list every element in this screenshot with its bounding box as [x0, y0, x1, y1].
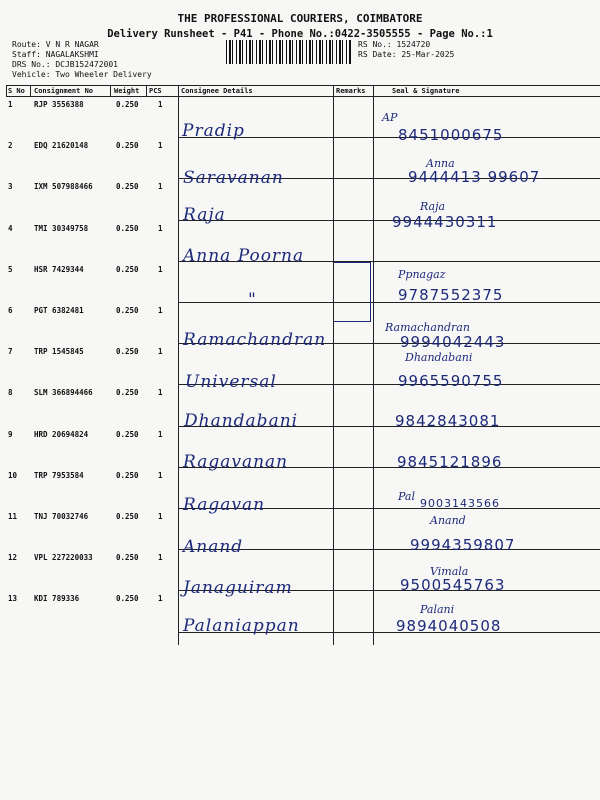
row-pcs: 1: [158, 388, 163, 398]
handwritten-consignee-name: Saravanan: [183, 168, 284, 188]
row-weight: 0.250: [116, 347, 139, 357]
row-pcs: 1: [158, 553, 163, 563]
col-header-consignee: Consignee Details: [181, 87, 253, 95]
handwritten-phone-number: 9965590755: [398, 372, 504, 390]
handwritten-signature: Anna: [426, 157, 455, 170]
row-sno: 5: [8, 264, 13, 274]
row-consignment-no: IXM 507988466: [34, 182, 93, 192]
handwritten-signature: Raja: [420, 200, 446, 213]
handwritten-phone-number: 9994359807: [410, 536, 516, 554]
row-weight: 0.250: [116, 470, 139, 480]
handwritten-signature: Ppnagaz: [398, 268, 446, 281]
handwritten-phone-number: 9994042443: [400, 333, 506, 351]
row-consignment-no: TRP 7953584: [34, 470, 84, 480]
row-pcs: 1: [158, 100, 163, 109]
row-writing-line: [178, 220, 600, 221]
row-weight: 0.250: [116, 512, 139, 521]
row-weight: 0.250: [116, 429, 139, 439]
row-weight: 0.250: [116, 223, 139, 233]
vehicle-label: Vehicle: Two Wheeler Delivery: [12, 70, 152, 79]
col-header-weight: Weight: [114, 87, 140, 95]
row-writing-line: [178, 302, 600, 303]
handwritten-consignee-name: Dhandabani: [184, 411, 299, 431]
row-pcs: 1: [158, 306, 163, 315]
row-sno: 9: [8, 429, 13, 439]
handwritten-phone-number: 9894040508: [396, 617, 502, 635]
handwritten-phone-number: 9444413 99607: [408, 168, 541, 186]
row-consignment-no: EDQ 21620148: [34, 141, 89, 151]
row-pcs: 1: [158, 347, 163, 357]
row-consignment-no: TNJ 70032746: [34, 512, 89, 521]
route-label: Route: V N R NAGAR: [12, 40, 99, 49]
barcode-image: [226, 40, 352, 64]
col-header-sno: S No: [8, 87, 25, 95]
row-weight: 0.250: [116, 594, 139, 604]
row-consignment-no: TRP 1545845: [34, 347, 84, 357]
handwritten-signature: Pal: [398, 490, 415, 503]
row-sno: 4: [8, 223, 13, 233]
row-consignment-no: TMI 30349758: [34, 223, 89, 233]
col-divider: [178, 85, 179, 645]
row-pcs: 1: [158, 264, 163, 274]
row-pcs: 1: [158, 594, 163, 604]
handwritten-consignee-name: Palaniappan: [183, 616, 300, 636]
handwritten-phone-number: 9842843081: [395, 412, 501, 430]
table-top-border: [6, 85, 600, 86]
handwritten-consignee-name: ": [248, 290, 257, 310]
row-sno: 2: [8, 141, 13, 151]
handwritten-consignee-name: Ragavanan: [183, 452, 289, 472]
handwritten-phone-number: 9845121896: [397, 453, 503, 471]
row-consignment-no: SLM 366894466: [34, 388, 93, 398]
handwritten-consignee-name: Pradip: [182, 121, 245, 141]
row-sno: 7: [8, 347, 13, 357]
row-pcs: 1: [158, 182, 163, 192]
handwritten-phone-number: 9944430311: [392, 213, 498, 231]
rs-date: RS Date: 25-Mar-2025: [358, 50, 455, 59]
row-pcs: 1: [158, 429, 163, 439]
row-sno: 10: [8, 470, 18, 480]
row-consignment-no: HSR 7429344: [34, 264, 84, 274]
handwritten-signature: AP: [382, 111, 398, 124]
staff-label: Staff: NAGALAKSHMI: [12, 50, 99, 59]
row-sno: 13: [8, 594, 18, 604]
handwritten-consignee-name: Ragavan: [183, 495, 266, 515]
handwritten-consignee-name: Raja: [183, 205, 226, 225]
row-sno: 6: [8, 306, 13, 315]
handwritten-consignee-name: Universal: [185, 372, 277, 392]
runsheet-subtitle: Delivery Runsheet - P41 - Phone No.:0422-3505555 - Page No.:1: [107, 28, 493, 40]
row-weight: 0.250: [116, 553, 139, 563]
col-header-remarks: Remarks: [336, 87, 366, 95]
handwritten-signature: Vimala: [430, 565, 469, 578]
handwritten-phone-number: 9500545763: [400, 576, 506, 594]
handwritten-consignee-name: Anand: [183, 537, 244, 557]
row-weight: 0.250: [116, 141, 139, 151]
row-pcs: 1: [158, 512, 163, 521]
row-sno: 3: [8, 182, 13, 192]
header-bottom-border: [6, 96, 600, 97]
handwritten-consignee-name: Janaguiram: [183, 578, 293, 598]
row-weight: 0.250: [116, 182, 139, 192]
col-divider: [110, 85, 111, 97]
row-weight: 0.250: [116, 388, 139, 398]
handwritten-signature: Anand: [430, 514, 466, 527]
row-weight: 0.250: [116, 264, 139, 274]
row-sno: 1: [8, 100, 13, 109]
row-consignment-no: HRD 20694824: [34, 429, 89, 439]
handwritten-phone-number: 8451000675: [398, 126, 504, 144]
col-divider: [146, 85, 147, 97]
header-left-info: [12, 40, 152, 80]
header-right-info: [358, 40, 454, 60]
row-consignment-no: VPL 227220033: [34, 553, 93, 563]
courier-title: THE PROFESSIONAL COURIERS, COIMBATORE: [177, 12, 423, 25]
col-header-seal: Seal & Signature: [392, 87, 460, 95]
handwritten-consignee-name: Ramachandran: [183, 330, 327, 350]
handwritten-signature: Dhandabani: [405, 351, 473, 364]
handwritten-phone-number: 9787552375: [398, 286, 504, 304]
row-weight: 0.250: [116, 100, 139, 109]
row-sno: 12: [8, 553, 18, 563]
col-divider: [333, 85, 334, 645]
col-header-pcs: PCS: [149, 87, 162, 95]
handwritten-consignee-name: Anna Poorna: [183, 246, 305, 266]
row-sno: 11: [8, 512, 18, 521]
handwritten-bracket: [334, 262, 371, 322]
handwritten-signature: Ramachandran: [385, 321, 470, 334]
col-divider: [6, 85, 7, 97]
row-consignment-no: RJP 3556388: [34, 100, 84, 109]
col-header-consignment: Consignment No: [34, 87, 94, 95]
row-consignment-no: KDI 789336: [34, 594, 80, 604]
row-sno: 8: [8, 388, 13, 398]
col-divider: [373, 85, 374, 645]
row-consignment-no: PGT 6382481: [34, 306, 84, 315]
row-pcs: 1: [158, 470, 163, 480]
handwritten-phone-number: 9003143566: [420, 497, 500, 510]
handwritten-signature: Palani: [420, 603, 455, 616]
row-weight: 0.250: [116, 306, 139, 315]
row-pcs: 1: [158, 141, 163, 151]
drs-label: DRS No.: DCJB152472001: [12, 60, 118, 69]
rs-number: RS No.: 1524720: [358, 40, 431, 49]
col-divider: [30, 85, 31, 97]
row-pcs: 1: [158, 223, 163, 233]
